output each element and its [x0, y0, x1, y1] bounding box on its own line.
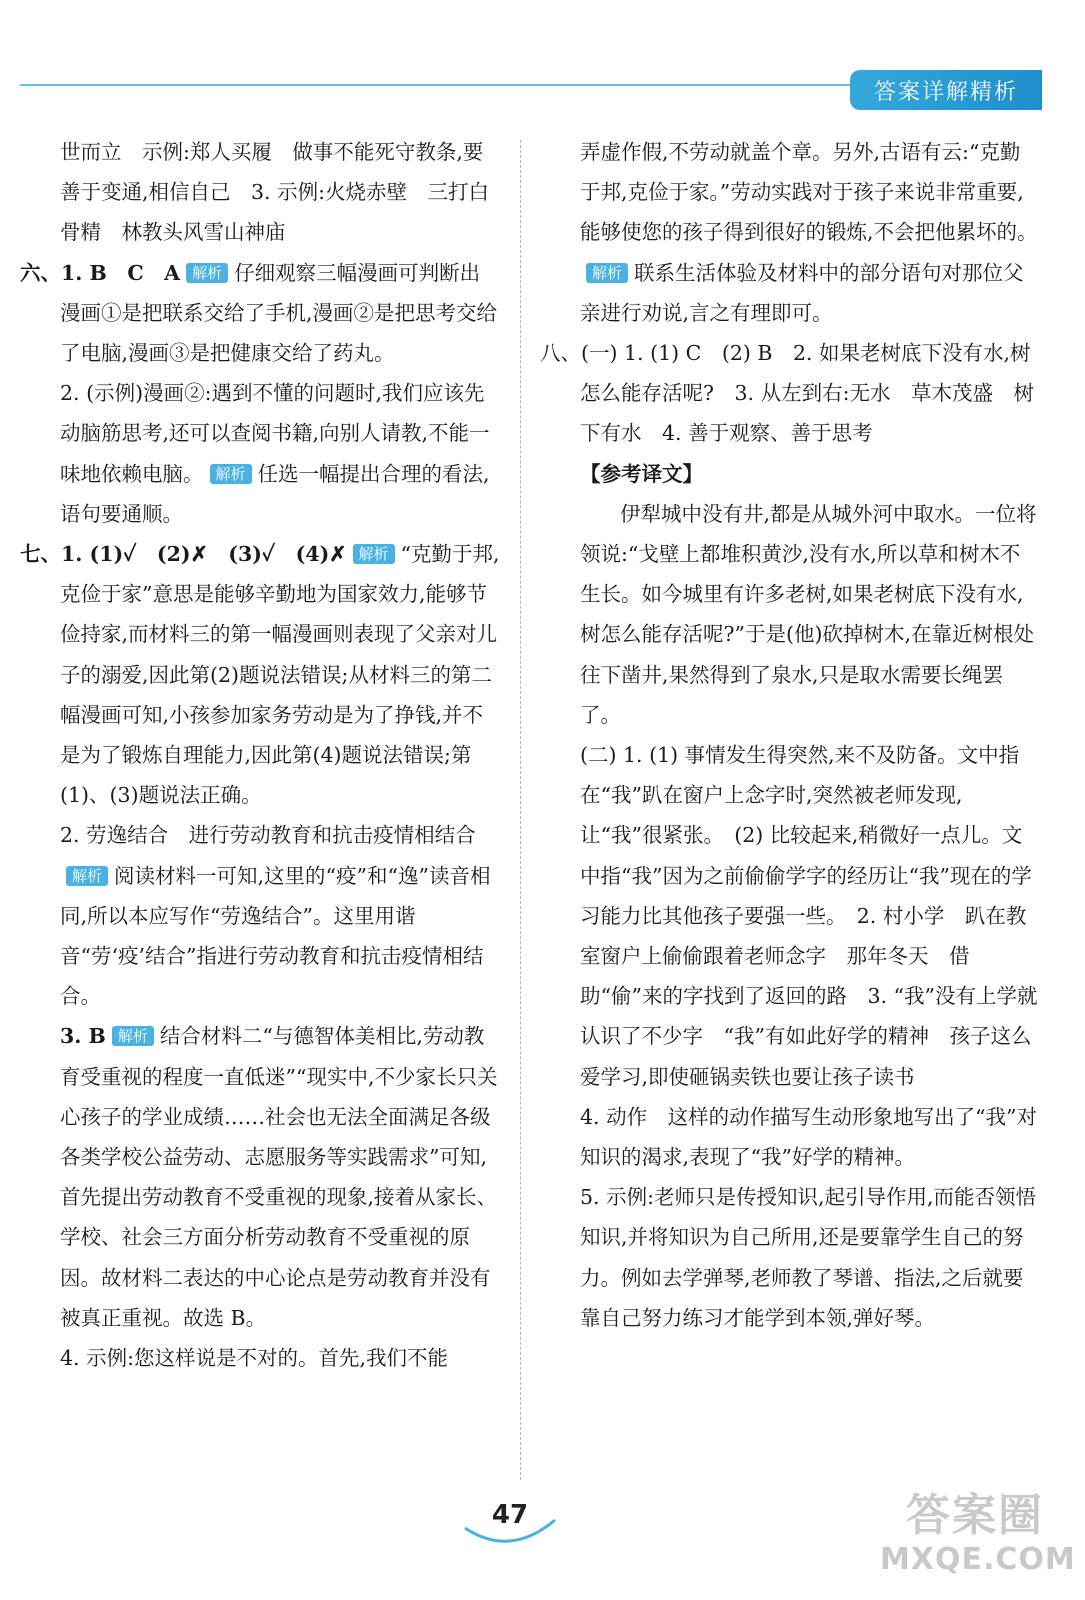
column-divider — [520, 140, 521, 1480]
analysis-tag: 解析 — [353, 544, 395, 564]
watermark-top: 答案圈 — [906, 1490, 1044, 1541]
section-7-q1 — [20, 534, 500, 815]
answer-continuation — [540, 132, 1040, 333]
section-6-q2 — [20, 373, 500, 534]
answer-head: 3. B — [60, 1024, 106, 1049]
section-7-q2 — [20, 815, 500, 1016]
analysis-tag: 解析 — [586, 263, 628, 283]
section-8-part-2-q5: 5. 示例:老师只是传授知识,起引导作用,而能否领悟知识,并将知识为自己所用,还是要靠学生自己的努力。例如去学弹琴,老师教了琴谱、指法,之后就要靠自己努力练习才能学到本领,弹好琴。 — [580, 1185, 1037, 1330]
analysis-text: “克勤于邦,克俭于家”意思是能够辛勤地为国家效力,能够节俭持家,而材料三的第一幅漫画则表现了父亲对儿子的溺爱,因此第(2)题说法错误;从材料三的第二幅漫画可知,小孩参加家务劳动是为了挣钱,并不是为了锻炼自理能力,因此第(4)题说法错误;第(1)、(3)题说法正确。 — [60, 542, 500, 808]
analysis-text: 任选一幅提出合理的看法,语句要通顺。 — [60, 461, 490, 526]
section-7-q3 — [20, 1016, 500, 1338]
analysis-tag: 解析 — [66, 866, 108, 886]
section-7-q4: 4. 示例:您这样说是不对的。首先,我们不能 — [60, 1346, 448, 1371]
watermark-bottom: MXQE.COM — [880, 1542, 1076, 1577]
reference-translation-text: 伊犁城中没有井,都是从城外河中取水。一位将领说:“戈壁上都堆积黄沙,没有水,所以草和树木不生长。如今城里有许多老树,如果老树底下没有水,树怎么能存活呢?”于是(他)砍掉树木,在靠近树根处往下凿井,果然得到了泉水,只是取水需要长绳罢了。 — [580, 501, 1037, 727]
answer-text: 2. (示例)漫画②:遇到不懂的问题时,我们应该先动脑筋思考,还可以查阅书籍,向别人请教,不能一味地依赖电脑。 — [60, 381, 490, 486]
left-column — [20, 132, 500, 1378]
analysis-tag: 解析 — [186, 263, 228, 283]
section-8-part-1: 八、(一) 1. (1) C (2) B 2. 如果老树底下没有水,树怎么能存活呢? 3. 从左到右:无水 草木茂盛 树下有水 4. 善于观察、善于思考 — [540, 341, 1034, 446]
analysis-text: 联系生活体验及材料中的部分语句对那位父亲进行劝说,言之有理即可。 — [580, 260, 1024, 325]
header-tag: 答案详解精析 — [850, 70, 1042, 110]
section-8-part-2-q4: 4. 动作 这样的动作描写生动形象地写出了“我”对知识的渴求,表现了“我”好学的精神。 — [580, 1104, 1038, 1170]
section-8-part-2-q1-q3: (二) 1. (1) 事情发生得突然,来不及防备。文中指在“我”趴在窗户上念字时,突然被老师发现,让“我”很紧张。 (2) 比较起来,稍微好一点儿。文中指“我”因为之前偷偷学字的经历让“我”现在的学习能力比其他孩子要强一些。 2. 村小学 趴在教室窗户上偷偷跟着老师念字 那年冬天 借助“偷”来的字找到了返回的路 3. “我”没有上学就认识了不少字 “我”有如此好学的精神 孩子这么爱学习,即使砸锅卖铁也要让孩子读书 — [580, 743, 1038, 1089]
header-rule — [20, 84, 850, 86]
right-column — [540, 132, 1040, 1338]
section-6-q1 — [20, 253, 500, 374]
watermark-logo — [880, 1490, 1076, 1590]
answer-continuation: 世而立 示例:郑人买履 做事不能死守教条,要善于变通,相信自己 3. 示例:火烧赤壁 三打白骨精 林教头风雪山神庙 — [60, 140, 489, 245]
analysis-text: 仔细观察三幅漫画可判断出漫画①是把联系交给了手机,漫画②是把思考交给了电脑,漫画③是把健康交给了药丸。 — [60, 260, 498, 366]
analysis-text: 阅读材料一可知,这里的“疫”和“逸”读音相同,所以本应写作“劳逸结合”。这里用谐音“劳‘疫’结合”指进行劳动教育和抗击疫情相结合。 — [60, 863, 491, 1009]
answer-head: 2. 劳逸结合 进行劳动教育和抗击疫情相结合 — [60, 823, 476, 848]
answer-text: 弄虚作假,不劳动就盖个章。另外,古语有云:“克勤于邦,克俭于家。”劳动实践对于孩子来说非常重要,能够使您的孩子得到很好的锻炼,不会把他累坏的。 — [580, 140, 1038, 245]
analysis-tag: 解析 — [112, 1026, 154, 1046]
analysis-text: 结合材料二“与德智体美相比,劳动教育受重视的程度一直低迷”“现实中,不少家长只关心孩子的学业成绩……社会也无法全面满足各级各类学校公益劳动、志愿服务等实践需求”可知,首先提出劳动教育不受重视的现象,接着从家长、学校、社会三方面分析劳动教育不受重视的原因。故材料二表达的中心论点是劳动教育并没有被真正重视。故选 B。 — [60, 1024, 498, 1330]
answer-head: 六、1. B C A — [20, 260, 181, 285]
reference-translation-title: 【参考译文】 — [580, 461, 703, 486]
analysis-tag: 解析 — [210, 464, 252, 484]
page-number: 47 — [491, 1500, 529, 1530]
answer-head: 七、1. (1)✓ (2)✗ (3)✓ (4)✗ — [20, 542, 347, 567]
